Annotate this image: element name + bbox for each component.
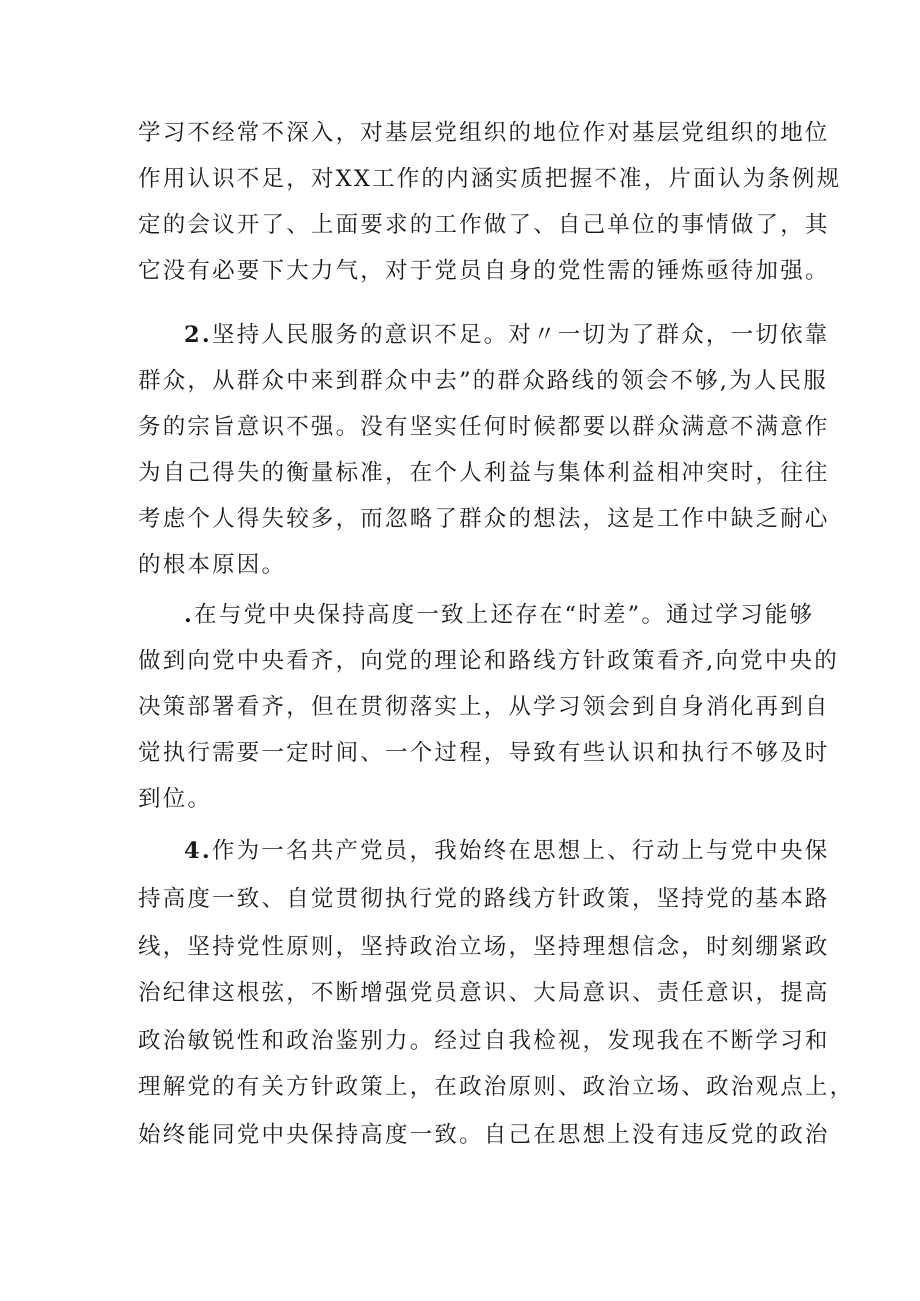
paragraph-4-line-3: 线，坚持党性原则，坚持政治立场，坚持理想信念，时刻绷紧政 (138, 934, 830, 960)
paragraph-4-line-1-text: 作为一名共产党员，我始终在思想上、行动上与党中央保 (211, 838, 830, 864)
paragraph-3-number: . (184, 602, 195, 628)
paragraph-2-line-2: 群众，从群众中来到群众中去”的群众路线的领会不够,为人民服 (138, 368, 828, 394)
paragraph-3-line-3: 决策部署看齐，但在贯彻落实上，从学习领会到自身消化再到自 (138, 694, 830, 720)
paragraph-4-number: 4. (184, 838, 212, 864)
paragraph-3-line-1-text: 在与党中央保持高度一致上还存在“时差”。通过学习能够 (194, 602, 815, 628)
paragraph-1-line-3: 定的会议开了、上面要求的工作做了、自己单位的事情做了，其 (138, 212, 830, 238)
paragraph-4-line-5: 政治敏锐性和政治鉴别力。经过自我检视，发现我在不断学习和 (138, 1028, 830, 1054)
paragraph-3-line-5: 到位。 (138, 786, 213, 812)
paragraph-1-line-1: 学习不经常不深入，对基层党组织的地位作对基层党组织的地位 (138, 120, 830, 146)
paragraph-1-line-2: 作用认识不足，对XX工作的内涵实质把握不准，片面认为条例规 (138, 166, 842, 192)
paragraph-4-line-7: 始终能同党中央保持高度一致。自己在思想上没有违反党的政治 (138, 1122, 830, 1148)
paragraph-2-line-6: 的根本原因。 (138, 552, 287, 578)
paragraph-1-line-4: 它没有必要下大力气，对于党员自身的党性需的锤炼亟待加强。 (138, 258, 830, 284)
paragraph-2-line-1-text: 坚持人民服务的意识不足。对〃一切为了群众，一切依靠 (211, 322, 830, 348)
paragraph-4-line-2: 持高度一致、自觉贯彻执行党的路线方针政策，坚持党的基本路 (138, 886, 830, 912)
paragraph-4-line-1 (184, 836, 829, 866)
paragraph-4-line-6: 理解党的有关方针政策上，在政治原则、政治立场、政治观点上， (138, 1074, 855, 1100)
paragraph-2-line-1 (184, 320, 829, 350)
paragraph-4-line-4: 治纪律这根弦，不断增强党员意识、大局意识、责任意识，提高 (138, 980, 830, 1006)
paragraph-2-line-4: 为自己得失的衡量标准，在个人利益与集体利益相冲突时，往往 (138, 460, 830, 486)
paragraph-2-number: 2. (184, 322, 212, 348)
paragraph-2-line-5: 考虑个人得失较多，而忽略了群众的想法，这是工作中缺乏耐心 (138, 506, 830, 532)
paragraph-3-line-1 (184, 600, 814, 630)
paragraph-3-line-2: 做到向党中央看齐，向党的理论和路线方针政策看齐,向党中央的 (138, 648, 839, 674)
paragraph-3-line-4: 觉执行需要一定时间、一个过程，导致有些认识和执行不够及时 (138, 740, 830, 766)
paragraph-2-line-3: 务的宗旨意识不强。没有坚实任何时候都要以群众满意不满意作 (138, 414, 830, 440)
